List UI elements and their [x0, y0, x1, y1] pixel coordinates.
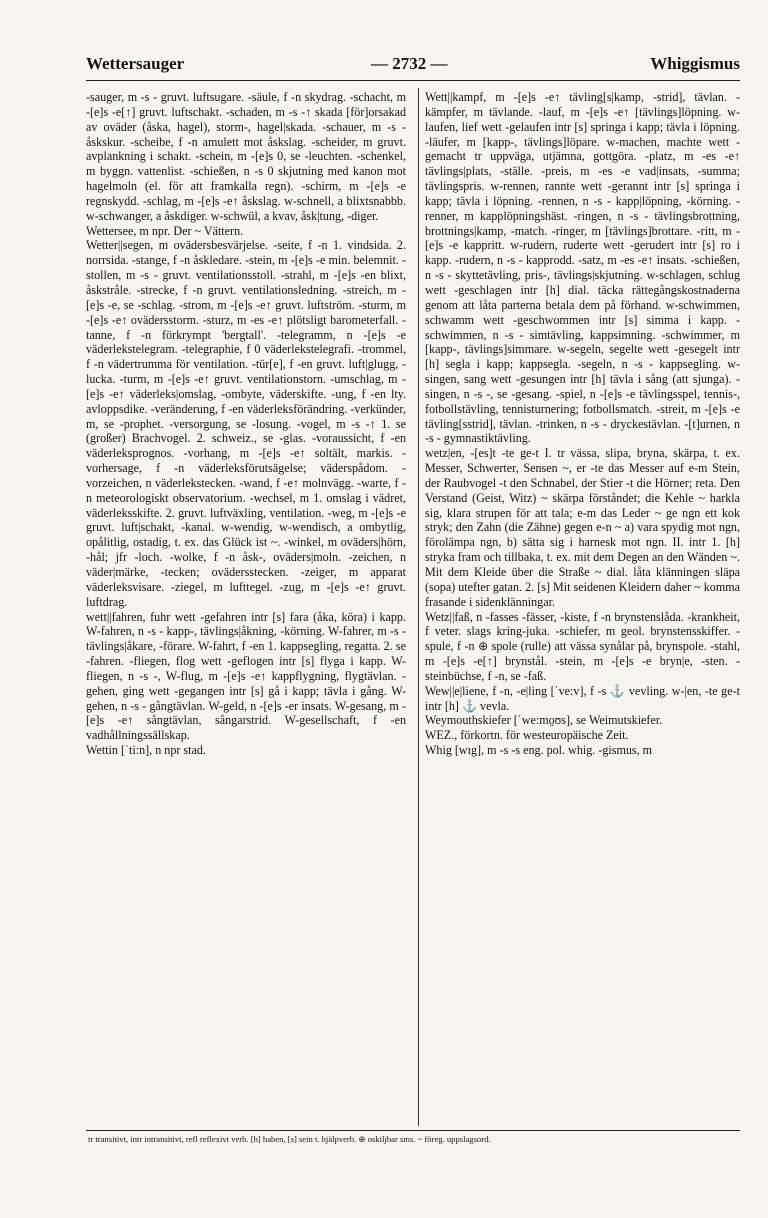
footer-rule [86, 1130, 740, 1131]
left-column [86, 90, 406, 758]
entry-wez: WEZ., förkortn. för westeuropäische Zeit. [425, 728, 629, 743]
entry-wewe: Wew||e|liene, f -n, -e|ling [ˈve:v], f -s ⚓ vevling. w-|en, -te ge-t intr [h] ⚓ vevla. [425, 683, 740, 713]
abbreviation-legend: tr transitivt, intr intransitivt, refl reflexivt verb. [h] haben, [s] sein t. hjälpverb. ⊕ oskiljbar sms. ~ föreg. uppslagsord. [88, 1134, 491, 1144]
header-rule [86, 80, 740, 81]
entry-wettin: Wettin [ˈti:n], n npr stad. [86, 743, 206, 758]
entry-weymouthskiefer: Weymouthskiefer [ˈwe:mo̤ʊs], se Weimutskiefer. [425, 713, 663, 728]
right-column [425, 90, 740, 758]
entry-wettersegen: Wetter||segen, m ovädersbesvärjelse. -seite, f -n 1. vindsida. 2. norrsida. -stange, f -n åskledare. -stein, m -[e]s -e min. belemnit. -stollen, m -s - gruvt. ventilationsstoll. -strahl, m -[e]s -en blixt, åskstråle. -strecke, f -n gruvt. ventilationsledning. -streich, m -[e]s -e, se -schlag. -strom, m -[e]s -e↑ gruvt. luftström. -sturm, m -[e]s -e↑ ovädersstorm. -sturz, m -es -e↑ plötsligt barometerfall. -tanne, f -n förkrympt 'bergtall'. -telegramm, n -[e]s -e väderlekstelegram. -telegraphie, f 0 väderlekstelegrafi. -trommel, f -n vädertrumma för ventilation. -tür[e], f -en gruvt. luft|glugg, -lucka. -turm, m -[e]s -e↑ gruvt. ventilationstorn. -umschlag, m -[e]s -e↑ väderleks|omslag, -ombyte, väderskifte. -ung, f -en lty. avloppsdike. -veränderung, f -en väderleksförändring. -verkünder, m, se -prophet. -versorgung, se -losung. -vogel, m -s -↑ 1. se (großer) Brachvogel. 2. schweiz., se -glas. -voraussicht, f -en väderleksprognos. -vorhang, m -[e]s -e↑ soltält, markis. -vorhersage, f -n väderleksförutsägelse; väderspådom. -vorzeichen, n väderlekstecken. -wand, f -e↑ molnvägg. -warte, f -n meteorologiskt observatorium. -wechsel, m 1. omslag i vädret, väderleksskifte. 2. gruvt. luftväxling, ventilation. -weg, m -[e]s -e gruvt. luft|schakt, -kanal. w-wendig, w-wendisch, a ombytlig, opålitlig, ostadig, t. ex. das Glück ist ~. -winkel, m oväders|hörn, -hål; jfr -loch. -wolke, f -n åsk-, oväders|moln. -zeichen, n väder|märke, -tecken; ovädersstecken. -zeiger, m apparat väderleksvisare. -ziegel, m lufttegel. -zug, m -[e]s -e↑ gruvt. luftdrag. [86, 238, 406, 609]
page-header [86, 54, 740, 80]
entry-wetzfass: Wetz||faß, n -fasses -fässer, -kiste, f -n brynstenslåda. -krankheit, f veter. slags kring-juka. -schiefer, m geol. brynstensskiffer. -spule, f -n ⊕ spole (rulle) att vässa synålar på, brynspole. -stahl, m -[e]s -e[↑] brynstål. -stein, m -[e]s -e bryn|e, -sten. -steinbüchse, f -n, se -faß. [425, 609, 740, 683]
entry-wettersauger: -sauger, m -s - gruvt. luftsugare. -säule, f -n skydrag. -schacht, m -[e]s -e[↑] gruvt. luftschakt. -schaden, m -s -↑ skada [för]orsakad av oväder (åska, hagel), storm-, hagel|skada. -schauer, m -s - åskskur. -scheibe, f -n amulett mot åskslag. -scheider, m gruvt. avplankning i schakt. -schein, m -[e]s 0, se -leuchten. -schenkel, m byggn. vattenlist. -schießen, n -s 0 skjutning med kanon mot hagelmoln (el. för att framkalla regn). -schirm, m -[e]s -e regnskydd. -schlag, m -[e]s -e↑ åskslag. w-schnell, a blixtsnabbb. w-schwanger, a åskdiger. w-schwül, a kvav, åsk|tung, -diger. [86, 90, 406, 223]
entry-wettersee: Wettersee, m npr. Der ~ Vättern. [86, 223, 244, 238]
entry-wettkampf: Wett||kampf, m -[e]s -e↑ tävling[s|kamp, -strid], tävlan. -kämpfer, m tävlande. -lauf, m -[e]s -e↑ [tävlings]löpning. w-laufen, lief wett -gelaufen intr [s] springa i kapp; tävla i löpning. -läufer, m [kapp-, tävlings]löpare. w-machen, machte wett -gemacht tr uppväga, utjämna, gottgöra. -platz, m -es -e↑ tävlings|plats, -ställe. -preis, m -es -e vad|insats, -summa; tävlingspris. w-rennen, rannte wett -gerannt intr [s] springa i kapp; tävla i löpning. -rennen, n -s - kapp|löpning, -körning. -renner, m kapplöpningshäst. -ringen, n -s - tävlingsbrottning, brottnings|kamp, -match. -ringer, m [tävlings]brottare. -ritt, m -[e]s -e kappritt. w-rudern, ruderte wett -gerudert intr [s] ro i kapp. -rudern, n -s - kapprodd. -satz, m -es -e↑ insats. -schießen, n -s - skyttetävling, pris-, tävlings|skjutning. w-schlagen, schlug wett -geschlagen intr [h] dial. täcka rättegångskostnaderna genom att låta parterna betala dem på förhand. w-schwimmen, schwamm wett -geschwommen intr [s] simma i kapp. -schwimmen, n -s - simtävling, kappsimning. -schwimmer, m [kapp-, tävlings]simmare. w-segeln, segelte wett -gesegelt intr [h] segla i kapp; kappsegla. -segeln, n -s - kappsegling. w-singen, sang wett -gesungen intr [h] tävla i sång (att sjunga). -singen, n -s -, se -gesang. -spiel, n -[e]s -e tävlingsspel, tennis-, fotbollstävling, tennisturnering; fotbollsmatch. -streit, m -[e]s -e tävling[sstrid], tävlan. -trinken, n -s - dryckestävlan. -[t]urnen, n -s - gymnastiktävling. [425, 90, 740, 446]
header-first-word: Wettersauger [86, 54, 185, 73]
column-divider [418, 88, 419, 1126]
page-number: — 2732 — [371, 54, 448, 73]
entry-whig: Whig [wɪg], m -s -s eng. pol. whig. -gismus, m [425, 743, 653, 758]
entry-wettfahren: wett||fahren, fuhr wett -gefahren intr [s] fara (åka, köra) i kapp. W-fahren, n -s - kapp-, tävlings|åkning, -körning. W-fahrer, m -s - tävlings|åkare, -förare. W-fahrt, f -en 1. kappsegling, regatta. 2. se -fahren. -fliegen, flog wett -geflogen intr [s] flyga i kapp. W-fliegen, n -s -, W-flug, m -[e]s -e↑ kappflygning, flygtävlan. -gehen, ging wett -gegangen intr [s] gå i kapp; tävla i gång. W-gehen, n -s - gångtävlan. W-geld, n -[e]s -er insats. W-gesang, m -[e]s -e↑ sångtävlan, sångarstrid. W-gesellschaft, f -en vadhållningssällskap. [86, 609, 406, 743]
entry-wetzen: wetz|en, -[es]t -te ge-t I. tr vässa, slipa, bryna, skärpa, t. ex. Messer, Schwerter, Sensen ~, er -te das Messer auf e-m Stein, der Raubvogel -t den Schnabel, der Stier -t die Hörner; reta. Den Verstand (Geist, Witz) ~ skärpa förståndet; die Kehle ~ harkla sig, klara strupen för att tala; e-m das Leder ~ ge ngn ett kok stryk; den Zahn (die Zähne) gegen e-n ~ a) vara spydig mot ngn, förolämpa ngn, b) sätta sig i harnesk mot ngn. II. intr 1. [h] stryka fram och tillbaka, t. ex. mit dem Degen an den Wänden ~. Mit dem Kleide über die Straße ~ dial. låta klänningen släpa (sopa) utefter gatan. 2. [s] Mit seidenen Kleidern daher ~ komma frasande i sidenklänningar. [425, 446, 740, 609]
header-last-word: Whiggismus [650, 54, 740, 73]
